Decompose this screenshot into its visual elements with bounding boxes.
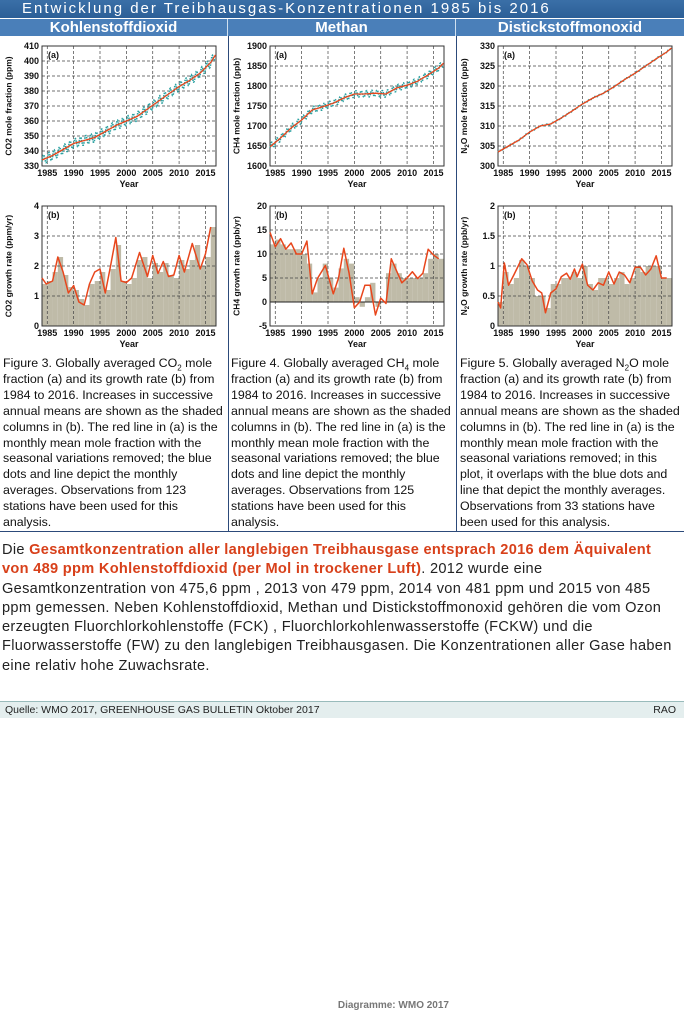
bar-2011: [640, 272, 645, 326]
y-tick-label: 1: [489, 261, 495, 271]
x-axis-label: Year: [575, 179, 595, 189]
y-axis-label: CH4 mole fraction (ppb): [231, 57, 242, 155]
chart-ch4-growth-rate: [228, 198, 456, 356]
y-tick-label: 1.5: [482, 231, 495, 241]
caption-text: Figure 3. Globally averaged CO: [3, 356, 178, 370]
x-tick-label: 2005: [598, 168, 619, 178]
y-tick-label: 330: [23, 161, 39, 171]
y-tick-label: 330: [479, 41, 495, 51]
bar-1997: [111, 269, 116, 326]
panel-label: (b): [48, 210, 60, 220]
chart-co2-mole-fraction: [0, 38, 228, 196]
chart-co2-growth-rate: [0, 198, 228, 356]
bar-2008: [169, 275, 174, 326]
chart-n2o-growth-rate: [456, 198, 684, 356]
y-tick-label: 1900: [246, 41, 267, 51]
caption-text: mole fraction (a) and its growth rate (b) from 1984 to 2016. Increases in successive annual means are shown as the shaded columns in (b). The red line in (a) is the monthly mean mole fraction with the seasonal variations removed; the blue dots and line depict the monthly averages. Observations from 123 stations have been used for this analysis.: [3, 356, 223, 530]
caption-figure-4: [231, 356, 453, 531]
bar-1986: [281, 244, 286, 302]
bar-1999: [121, 281, 126, 326]
x-tick-label: 2015: [651, 168, 672, 178]
bar-1998: [344, 259, 349, 302]
bar-2012: [418, 278, 423, 302]
bar-1984: [42, 284, 47, 326]
caption-subscript: 2: [624, 363, 630, 373]
y-tick-label: 3: [33, 231, 39, 241]
x-tick-label: 1990: [291, 328, 312, 338]
bar-2008: [625, 284, 630, 326]
bar-2013: [195, 245, 200, 326]
bar-2011: [184, 269, 189, 326]
bar-1999: [577, 278, 582, 326]
bar-2012: [190, 260, 195, 326]
bar-2010: [407, 278, 412, 302]
y-tick-label: 2: [33, 261, 39, 271]
bar-2004: [147, 278, 152, 326]
x-axis-label: Year: [347, 179, 367, 189]
bar-2013: [423, 273, 428, 302]
x-tick-label: 2000: [116, 168, 137, 178]
y-tick-label: 360: [23, 116, 39, 126]
panel-label: (b): [276, 210, 288, 220]
caption-text: mole fraction (a) and its growth rate (b) from 1984 to 2016. Increases in successive annual means are shown as the shaded columns in (b). The red line in (a) is the monthly mean mole fraction with the seasonal variations removed; the blue dots and line depict the monthly averages. Observations from 125 stations have been used for this analysis.: [231, 356, 451, 530]
summary-highlight: Gesamtkonzentration aller langlebigen Treibhausgase entsprach 2016 dem Äquivalent von 489 ppm Kohlenstoffdioxid (per Mol in trockener Luft): [2, 542, 652, 578]
credit-row: [231, 518, 453, 1011]
summary-text: . 2012 wurde eine Gesamtkonzentration von 475,6 ppm , 2013 von 479 ppm, 2014 von 481 ppm und 2015 von 485 ppm gemessen. Neben Kohlenstoffdioxid, Methan und Distickstoffmonoxid gehören die vom Ozon erzeugten Fluorchlorkohlenstoffe (FCK) , Fluorchlorkohlenwasserstoffe (FCKW) und die Fluorwasserstoffe (FW) zu den langlebigen Treibhausgasen. Die Konzentrationen aller Gase haben eine relativ hohe Zuwachsrate.: [2, 561, 672, 674]
x-tick-label: 1985: [493, 328, 514, 338]
x-axis-label: Year: [119, 339, 139, 349]
x-tick-label: 2015: [423, 168, 444, 178]
bar-2016: [667, 278, 672, 326]
bar-2000: [354, 297, 359, 302]
bar-2011: [412, 278, 417, 302]
x-tick-label: 2015: [423, 328, 444, 338]
summary-paragraph: [2, 541, 682, 676]
bar-2001: [588, 284, 593, 326]
y-tick-label: 0: [261, 297, 267, 307]
y-tick-label: 1: [33, 291, 39, 301]
bar-2002: [593, 290, 598, 326]
bar-2002: [365, 297, 370, 302]
bar-1991: [535, 296, 540, 326]
x-tick-label: 2000: [116, 328, 137, 338]
y-tick-label: 400: [23, 56, 39, 66]
bar-2015: [661, 278, 666, 326]
trend-line: [42, 55, 215, 160]
diagram-credit: Diagramme: WMO 2017: [337, 1000, 449, 1011]
y-tick-label: 300: [479, 161, 495, 171]
y-tick-label: 390: [23, 71, 39, 81]
bar-2001: [132, 278, 137, 326]
x-tick-label: 2005: [370, 168, 391, 178]
panel-label: (a): [276, 50, 287, 60]
chart-n2o-mole-fraction: [456, 38, 684, 196]
y-tick-label: 1700: [246, 121, 267, 131]
monthly-averages-line: [270, 63, 443, 148]
y-tick-label: 0.5: [482, 291, 495, 301]
x-tick-label: 2000: [344, 168, 365, 178]
y-tick-label: 1800: [246, 81, 267, 91]
bar-1989: [296, 249, 301, 302]
bar-1986: [509, 284, 514, 326]
y-tick-label: 15: [256, 225, 267, 235]
bar-2000: [126, 284, 131, 326]
bar-2014: [428, 259, 433, 302]
y-tick-label: 310: [479, 121, 495, 131]
x-tick-label: 1990: [63, 168, 84, 178]
caption-subscript: 2: [177, 363, 182, 373]
y-tick-label: 315: [479, 101, 495, 111]
bar-1995: [556, 284, 561, 326]
x-tick-label: 1995: [318, 328, 338, 338]
figure-columns: [0, 36, 684, 532]
bar-1987: [514, 278, 519, 326]
bar-2009: [174, 278, 179, 326]
bar-1985: [275, 240, 280, 302]
x-tick-label: 2005: [142, 168, 163, 178]
x-tick-label: 1990: [519, 168, 540, 178]
bar-1993: [317, 278, 322, 302]
bar-1987: [58, 257, 63, 326]
footer: [0, 701, 684, 718]
bar-2006: [614, 278, 619, 326]
x-tick-label: 2010: [625, 328, 646, 338]
panel-label: (b): [504, 210, 516, 220]
column-header-co2: Kohlenstoffdioxid: [0, 19, 228, 36]
y-tick-label: 350: [23, 131, 39, 141]
bar-1992: [84, 305, 89, 326]
bar-2016: [439, 259, 444, 302]
caption-figure-5: [460, 356, 681, 531]
summary-lead: Die: [2, 542, 30, 558]
trend-line: [270, 63, 443, 147]
x-tick-label: 1995: [90, 168, 110, 178]
x-tick-label: 2000: [572, 168, 593, 178]
x-tick-label: 2000: [572, 328, 593, 338]
x-tick-label: 2015: [195, 328, 216, 338]
x-tick-label: 2010: [397, 328, 418, 338]
caption-subscript: 4: [404, 363, 410, 373]
x-tick-label: 1995: [90, 328, 110, 338]
bar-1988: [519, 260, 524, 326]
bar-1984: [270, 244, 275, 302]
y-tick-label: 5: [261, 273, 267, 283]
bar-1988: [291, 249, 296, 302]
x-tick-label: 2010: [169, 328, 190, 338]
x-tick-label: 1985: [265, 328, 286, 338]
y-axis-label: CH4 growth rate (ppb/yr): [231, 216, 242, 316]
x-tick-label: 1985: [265, 168, 286, 178]
caption-figure-3: [3, 356, 225, 531]
bar-2016: [211, 227, 216, 326]
y-tick-label: 4: [33, 201, 39, 211]
caption-text: Figure 4. Globally averaged CH: [231, 356, 405, 370]
caption-text: O mole fraction (a) and its growth rate (b) from 1984 to 2016. Increases in successive annual means are shown as the shaded columns in (b). The red line in (a) is the monthly mean mole fraction with the seasonal variations removed; in this plot, it overlaps with the blue dots and line that depict the monthly averages. Observations from 33 stations have been used for this analysis.: [460, 356, 680, 530]
bar-2001: [360, 302, 365, 307]
panel-label: (a): [504, 50, 515, 60]
x-tick-label: 2010: [169, 168, 190, 178]
y-tick-label: 340: [23, 146, 39, 156]
y-tick-label: 410: [23, 41, 39, 51]
y-tick-label: 370: [23, 101, 39, 111]
column-header-methane: Methan: [228, 19, 456, 36]
x-tick-label: 2010: [625, 168, 646, 178]
y-tick-label: 2: [489, 201, 495, 211]
y-tick-label: 1650: [246, 141, 267, 151]
y-tick-label: 1750: [246, 101, 267, 111]
bar-1997: [567, 278, 572, 326]
x-tick-label: 2005: [142, 328, 163, 338]
x-tick-label: 2015: [651, 328, 672, 338]
y-tick-label: 10: [256, 249, 267, 259]
x-axis-label: Year: [119, 179, 139, 189]
y-tick-label: 0: [33, 321, 39, 331]
y-tick-label: 1850: [246, 61, 267, 71]
x-tick-label: 2010: [397, 168, 418, 178]
y-axis-label: CO2 mole fraction (ppm): [3, 56, 14, 156]
x-axis-label: Year: [347, 339, 367, 349]
bar-2015: [205, 257, 210, 326]
trend-line: [498, 48, 671, 152]
bar-1994: [95, 281, 100, 326]
x-tick-label: 1985: [37, 168, 58, 178]
y-axis-label: CO2 growth rate (ppm/yr): [3, 214, 14, 318]
bar-1985: [47, 281, 52, 326]
x-tick-label: 1995: [546, 328, 566, 338]
y-tick-label: 0: [489, 321, 495, 331]
y-tick-label: 305: [479, 141, 495, 151]
source-text: Quelle: WMO 2017, GREENHOUSE GAS BULLETIN Oktober 2017: [5, 704, 320, 716]
x-tick-label: 1985: [493, 168, 514, 178]
y-axis-label: $N_2O$ mole fraction (ppb): [459, 58, 471, 154]
y-tick-label: -5: [258, 321, 267, 331]
bar-2002: [137, 260, 142, 326]
chart-ch4-mole-fraction: [228, 38, 456, 196]
bar-1993: [89, 284, 94, 326]
column-header-n2o: Distickstoffmonoxid: [456, 19, 684, 36]
y-tick-label: 380: [23, 86, 39, 96]
y-tick-label: 325: [479, 61, 495, 71]
page-title: Entwicklung der Treibhausgas-Konzentrationen 1985 bis 2016: [0, 0, 684, 18]
x-tick-label: 1990: [519, 328, 540, 338]
x-tick-label: 2005: [598, 328, 619, 338]
x-tick-label: 1990: [291, 168, 312, 178]
bar-1998: [572, 272, 577, 326]
x-tick-label: 2005: [370, 328, 391, 338]
x-tick-label: 1995: [318, 168, 338, 178]
y-axis-label: $N_2O$ growth rate (ppb/yr): [459, 216, 471, 316]
bar-2009: [630, 278, 635, 326]
y-tick-label: 1600: [246, 161, 267, 171]
x-tick-label: 2000: [344, 328, 365, 338]
column-headers: [0, 19, 684, 36]
y-tick-label: 20: [256, 201, 267, 211]
x-tick-label: 1990: [63, 328, 84, 338]
x-tick-label: 2015: [195, 168, 216, 178]
bar-1987: [286, 249, 291, 302]
bar-1996: [105, 290, 110, 326]
bar-1996: [561, 278, 566, 326]
caption-text: Figure 5. Globally averaged N: [460, 356, 625, 370]
panel-label: (a): [48, 50, 59, 60]
bar-2006: [158, 272, 163, 326]
bar-2005: [609, 284, 614, 326]
y-tick-label: 320: [479, 81, 495, 91]
x-tick-label: 1985: [37, 328, 58, 338]
x-axis-label: Year: [575, 339, 595, 349]
bar-2007: [619, 272, 624, 326]
author-tag: RAO: [653, 704, 676, 716]
x-tick-label: 1995: [546, 168, 566, 178]
